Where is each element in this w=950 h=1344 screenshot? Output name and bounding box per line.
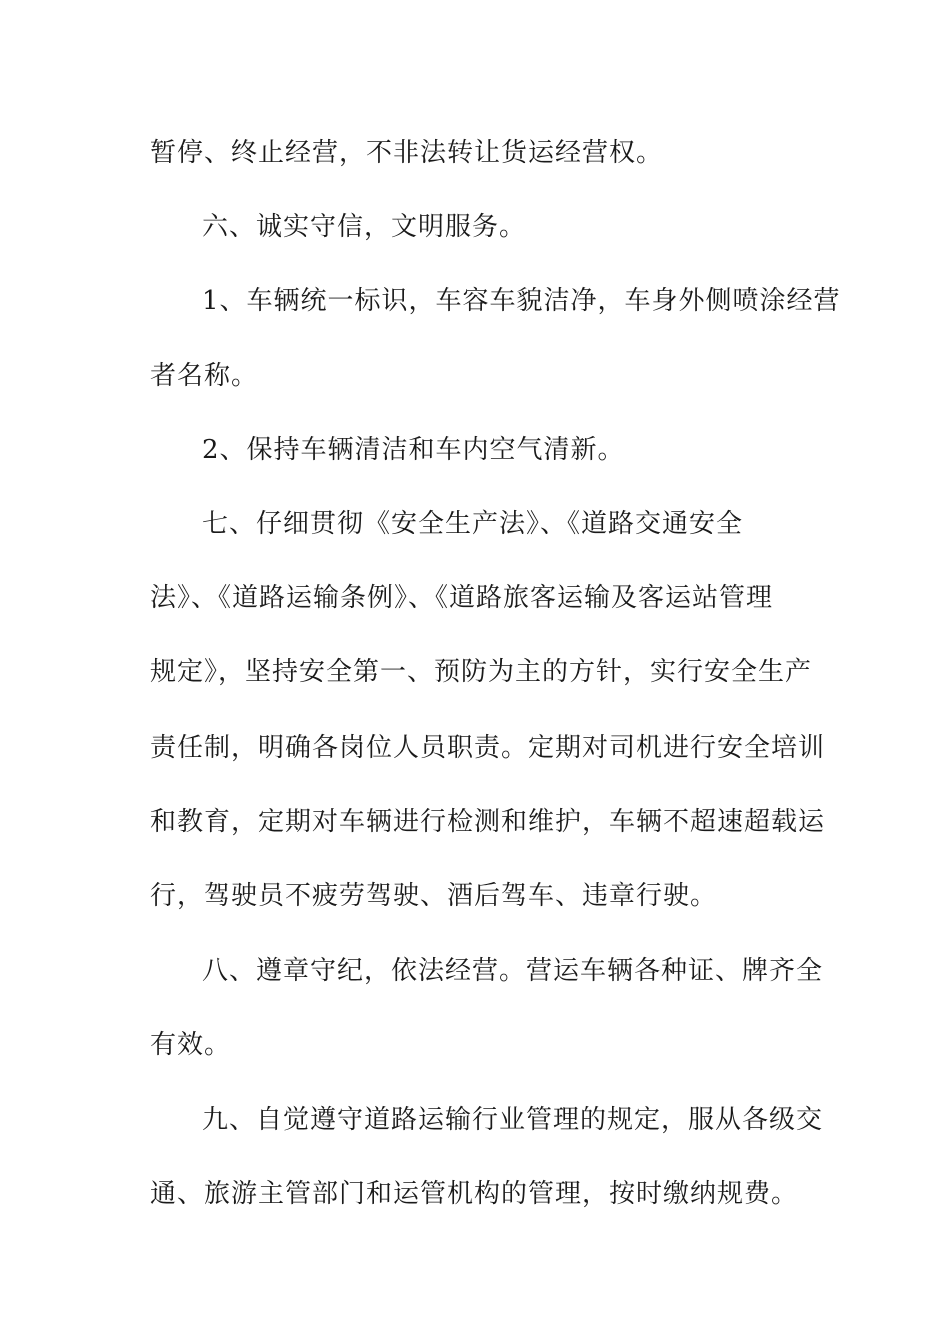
- text-line: 1、车辆统一标识，车容车貌洁净，车身外侧喷涂经营: [202, 286, 841, 316]
- section-heading: 六、诚实守信，文明服务。: [202, 212, 527, 242]
- section-heading: 九、自觉遵守道路运输行业管理的规定，服从各级交: [202, 1105, 824, 1135]
- text-line: 2、保持车辆清洁和车内空气清新。: [202, 435, 625, 465]
- section-heading: 七、仔细贯彻《安全生产法》、《道路交通安全: [202, 509, 744, 539]
- text-line: 暂停、终止经营，不非法转让货运经营权。: [150, 138, 664, 168]
- section-heading: 八、遵章守纪，依法经营。营运车辆各种证、牌齐全: [202, 956, 824, 986]
- text-line: 规定》，坚持安全第一、预防为主的方针，实行安全生产: [150, 657, 813, 687]
- text-line: 有效。: [150, 1030, 232, 1060]
- text-line: 法》、《道路运输条例》、《道路旅客运输及客运站管理: [150, 583, 774, 613]
- text-line: 行，驾驶员不疲劳驾驶、酒后驾车、违章行驶。: [150, 881, 718, 911]
- text-line: 者名称。: [150, 361, 259, 391]
- text-line: 责任制，明确各岗位人员职责。定期对司机进行安全培训: [150, 733, 826, 763]
- text-line: 通、旅游主管部门和运管机构的管理，按时缴纳规费。: [150, 1179, 799, 1209]
- text-line: 和教育，定期对车辆进行检测和维护，车辆不超速超载运: [150, 807, 826, 837]
